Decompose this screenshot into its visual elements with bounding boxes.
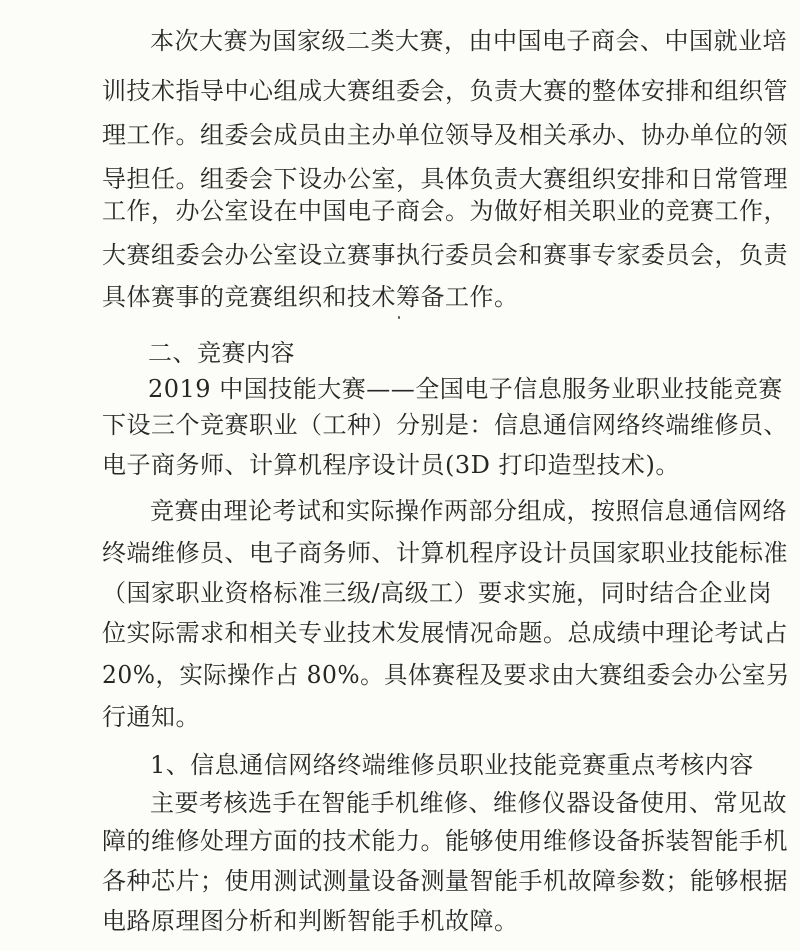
paragraph-1-line-6: 大赛组委会办公室设立赛事执行委员会和赛事专家委员会，负责 <box>102 241 788 269</box>
paragraph-1-line-1: 本次大赛为国家级二类大赛，由中国电子商会、中国就业培 <box>150 27 787 55</box>
paragraph-4-line-4: 电路原理图分析和判断智能手机故障。 <box>102 907 519 935</box>
paragraph-4-line-2: 障的维修处理方面的技术能力。能够使用维修设备拆装智能手机 <box>102 827 788 855</box>
paragraph-3-line-1: 竞赛由理论考试和实际操作两部分组成，按照信息通信网络 <box>150 497 787 525</box>
paragraph-3-line-2: 终端维修员、电子商务师、计算机程序设计员国家职业技能标准 <box>102 539 788 567</box>
paragraph-2-line-3: 电子商务师、计算机程序设计员(3D 打印造型技术)。 <box>102 451 680 479</box>
paragraph-4-line-3: 各种芯片；使用测试测量设备测量智能手机故障参数；能够根据 <box>102 867 788 895</box>
paragraph-1-line-5: 工作，办公室设在中国电子商会。为做好相关职业的竞赛工作， <box>102 197 788 225</box>
paragraph-3-line-5: 20%，实际操作占 80%。具体赛程及要求由大赛组委会办公室另 <box>102 661 790 689</box>
paragraph-4-line-1: 主要考核选手在智能手机维修、维修仪器设备使用、常见故 <box>150 789 787 817</box>
paragraph-1-line-7: 具体赛事的竞赛组织和技术筹备工作。 <box>102 283 519 311</box>
paragraph-2-line-1: 2019 中国技能大赛——全国电子信息服务业职业技能竞赛 <box>148 375 783 403</box>
paragraph-2-line-2: 下设三个竞赛职业（工种）分别是：信息通信网络终端维修员、 <box>102 411 788 439</box>
paragraph-3-line-3: （国家职业资格标准三级/高级工）要求实施，同时结合企业岗 <box>102 579 773 607</box>
paragraph-1-line-2: 训技术指导中心组成大赛组委会，负责大赛的整体安排和组织管 <box>102 77 788 105</box>
subheading-terminal-repair: 1、信息通信网络终端维修员职业技能竞赛重点考核内容 <box>150 751 754 779</box>
scan-speck <box>398 316 400 319</box>
paragraph-3-line-6: 行通知。 <box>102 703 200 731</box>
paragraph-1-line-3: 理工作。组委会成员由主办单位领导及相关承办、协办单位的领 <box>102 121 788 149</box>
paragraph-3-line-4: 位实际需求和相关专业技术发展情况命题。总成绩中理论考试占 <box>102 619 788 647</box>
section-heading: 二、竞赛内容 <box>148 339 295 367</box>
paragraph-1-line-4: 导担任。组委会下设办公室，具体负责大赛组织安排和日常管理 <box>102 165 788 193</box>
